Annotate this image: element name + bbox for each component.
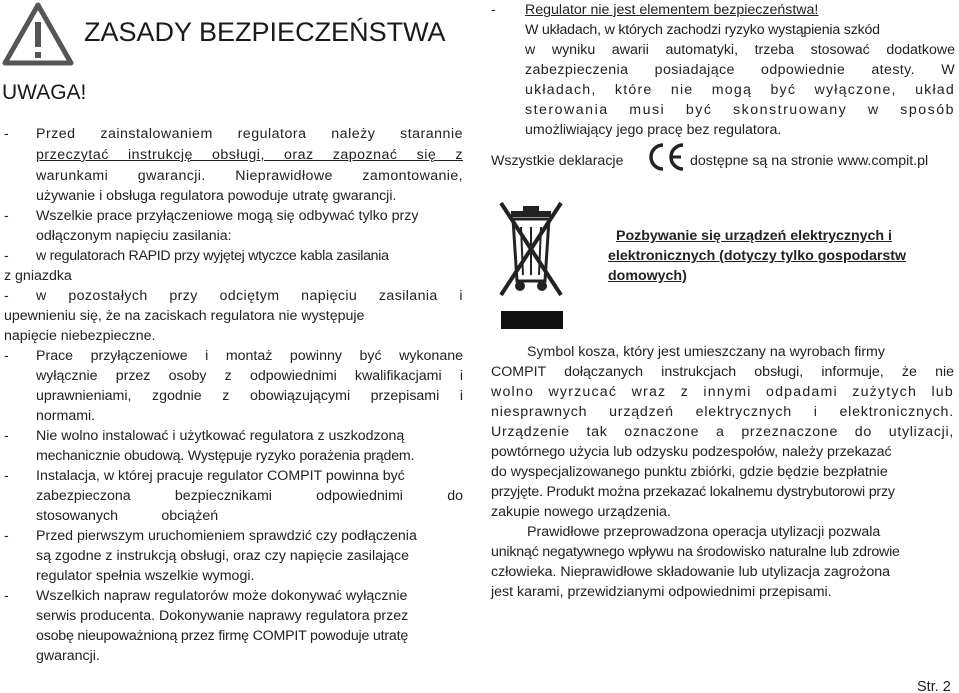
list-item-line: zabezpieczona bezpiecznikami odpowiednimi do [36, 488, 463, 504]
list-item-line: Prace przyłączeniowe i montaż powinny być wykonane [36, 348, 463, 364]
paragraph-line: niesprawnych urządzeń elektrycznych i elektronicznych. [491, 404, 954, 420]
list-item-line: uprawnieniami, zgodnie z obowiązującymi przepisami i [36, 388, 463, 404]
warning-triangle-icon [2, 2, 74, 66]
list-dash: - [4, 428, 9, 444]
page-number: Str. 2 [917, 679, 951, 693]
declaration-text: Wszystkie deklaracje [491, 153, 624, 169]
list-item-line: stosowanych obciążeń [36, 508, 219, 524]
list-item-line: warunkami gwarancji. Nieprawidłowe zamontowanie, [36, 168, 463, 184]
paragraph-line: COMPIT dołączanych instrukcjach obsługi, informuje, że nie [491, 364, 954, 380]
page-title: ZASADY BEZPIECZEŃSTWA [84, 17, 446, 47]
list-item-line: odłączonym napięciu zasilania: [36, 228, 232, 244]
disposal-title-line: domowych) [608, 268, 687, 284]
list-item-line: regulator spełnia wszelkie wymogi. [36, 568, 255, 584]
paragraph-line: uniknąć negatywnego wpływu na środowisko naturalne lub zdrowie [491, 544, 900, 560]
disposal-title-line: Pozbywanie się urządzeń elektrycznych i [616, 228, 892, 244]
list-item-line: Wszelkie prace przyłączeniowe mogą się odbywać tylko przy [36, 208, 419, 224]
paragraph-line: Symbol kosza, który jest umieszczany na wyrobach firmy [527, 344, 885, 360]
list-item-line: mechanicznie obudową. Występuje ryzyko porażenia prądem. [36, 448, 415, 464]
list-dash: - [4, 126, 9, 142]
ce-mark-icon [646, 142, 686, 172]
list-item-line: sterowania musi być skonstruowany w sposób [525, 102, 955, 118]
declaration-link-text: dostępne są na stronie www.compit.pl [690, 153, 929, 169]
list-item-line: W układach, w których zachodzi ryzyko wystąpienia szkód [525, 22, 880, 38]
list-item-line: Nie wolno instalować i użytkować regulatora z uszkodzoną [36, 428, 405, 444]
paragraph-line: do wyspecjalizowanego punktu zbiórki, gdzie będzie bezpłatnie [491, 464, 888, 480]
list-item-line: wyłącznie przez osoby z odpowiednimi kwalifikacjami i [36, 368, 463, 384]
paragraph-line: Prawidłowe przeprowadzona operacja utylizacji pozwala [527, 524, 881, 540]
paragraph-line: wolno wyrzucać wraz z innymi odpadami zużytych lub [491, 384, 954, 400]
list-item-line: napięcie niebezpieczne. [4, 328, 156, 344]
list-dash: - [4, 588, 9, 604]
list-dash: - [4, 288, 9, 304]
disposal-title-line: elektronicznych (dotyczy tylko gospodarstw [608, 248, 906, 264]
paragraph-line: zakupie nowego urządzenia. [491, 504, 671, 520]
paragraph-line: przyjęte. Produkt można przekazać lokalnemu dystrybutorowi przy [491, 484, 895, 500]
list-item-line: układach, które nie mogą być wyłączone, układ [525, 82, 955, 98]
list-item-line: w pozostałych przy odciętym napięciu zasilania i [36, 288, 463, 304]
list-item-line: gwarancji. [36, 648, 100, 664]
list-item-line: w wyniku awarii automatyki, trzeba stosować dodatkowe [525, 42, 955, 58]
paragraph-line: powtórnego użycia lub odzysku podzespołów, należy przekazać [491, 444, 892, 460]
list-dash: - [4, 208, 9, 224]
list-dash: - [4, 468, 9, 484]
list-item-line: używanie i obsługa regulatora powoduje utratę gwarancji. [36, 188, 397, 204]
list-item-line: osobę nieupoważnioną przez firmę COMPIT powoduje utratę [36, 628, 409, 644]
list-item-line: zabezpieczenia posiadające odpowiednie atesty. W [525, 62, 955, 78]
crossed-out-wheelie-bin-icon [497, 197, 565, 331]
list-item-line: z gniazdka [4, 268, 72, 284]
list-item-line: Instalacja, w której pracuje regulator COMPIT powinna być [36, 468, 405, 484]
list-dash: - [491, 2, 496, 18]
list-item-line: umożliwiający jego pracę bez regulatora. [525, 122, 782, 138]
list-item-line: serwis producenta. Dokonywanie naprawy regulatora przez [36, 608, 409, 624]
list-item-line: są zgodne z instrukcją obsługi, oraz czy napięcie zasilające [36, 548, 410, 564]
list-dash: - [4, 248, 9, 264]
list-item-line: Przed pierwszym uruchomieniem sprawdzić czy podłączenia [36, 528, 417, 544]
list-item-line: Wszelkich napraw regulatorów może dokonywać wyłącznie [36, 588, 408, 604]
list-item-line: przeczytać instrukcję obsługi, oraz zapoznać się z [36, 147, 463, 163]
list-dash: - [4, 348, 9, 364]
list-dash: - [4, 528, 9, 544]
list-item-line: Regulator nie jest elementem bezpieczeństwa! [525, 2, 819, 18]
paragraph-line: jest karami, przewidzianymi odpowiednimi przepisami. [491, 584, 832, 600]
warning-label: UWAGA! [2, 81, 87, 104]
paragraph-line: człowieka. Nieprawidłowe składowanie lub utylizacja zagrożona [491, 564, 891, 580]
list-item-line: Przed zainstalowaniem regulatora należy starannie [36, 126, 463, 142]
list-item-line: w regulatorach RAPID przy wyjętej wtyczce kabla zasilania [36, 248, 389, 264]
list-item-line: upewnieniu się, że na zaciskach regulatora nie występuje [4, 308, 365, 324]
list-item-line: normami. [36, 408, 96, 424]
paragraph-line: Urządzenie tak oznaczone a przeznaczone do utylizacji, [491, 424, 954, 440]
